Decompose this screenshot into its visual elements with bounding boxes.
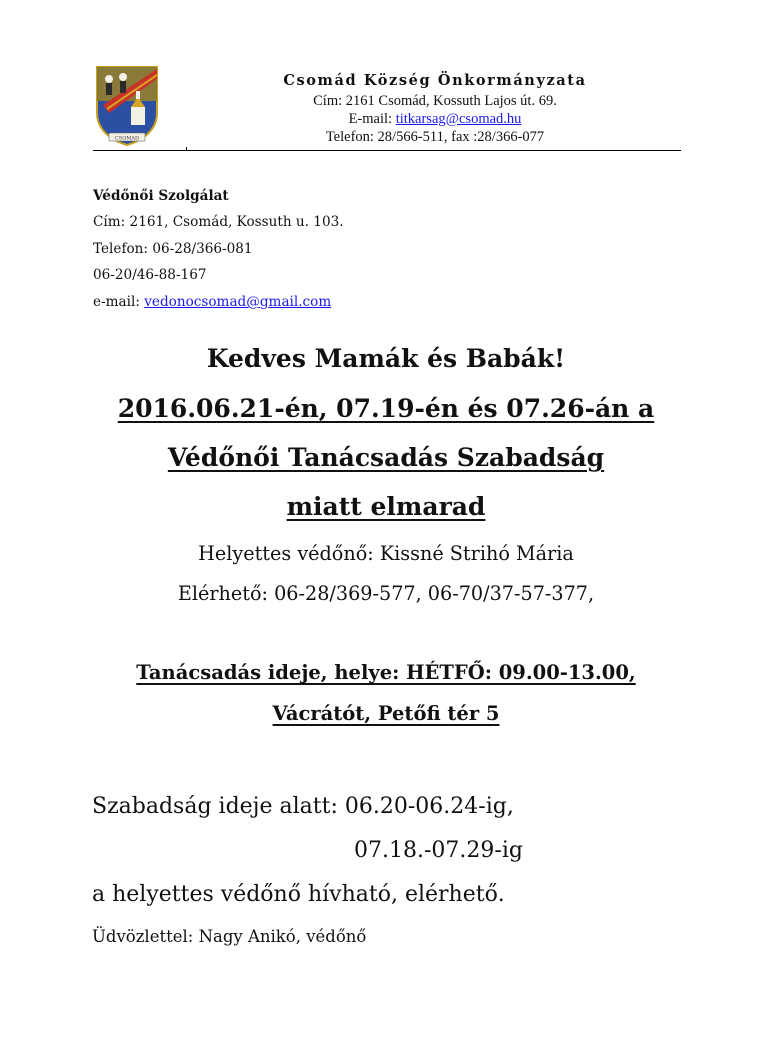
organization-email-link[interactable]: titkarsag@csomad.hu xyxy=(395,111,522,127)
organization-address: Cím: 2161 Csomád, Kossuth Lajos út. 69. xyxy=(313,93,557,109)
organization-email-line xyxy=(200,111,670,128)
service-phone-2: 06-20/46-88-167 xyxy=(93,267,207,283)
coat-of-arms-logo xyxy=(95,65,159,147)
notice-line-2 xyxy=(60,443,712,472)
header-divider xyxy=(93,150,681,151)
substitute-nurse: Helyettes védőnő: Kissné Strihó Mária xyxy=(198,542,574,565)
vacation-line-1: Szabadság ideje alatt: 06.20-06.24-ig, xyxy=(92,794,514,819)
schedule-line-1-text: Tanácsadás ideje, helye: HÉTFŐ: 09.00-13.00, xyxy=(136,661,636,684)
service-name: Védőnői Szolgálat xyxy=(93,188,229,204)
notice-line-3 xyxy=(60,492,712,521)
notice-line-2-text: Védőnői Tanácsadás Szabadság xyxy=(167,443,605,472)
service-email-link[interactable]: vedonocsomad@gmail.com xyxy=(144,294,332,310)
schedule-line-2 xyxy=(60,702,712,725)
notice-line-1-text: 2016.06.21-én, 07.19-én és 07.26-án a xyxy=(117,394,655,423)
signature: Üdvözlettel: Nagy Anikó, védőnő xyxy=(92,927,367,946)
email-label: E-mail: xyxy=(348,111,396,127)
schedule-line-1 xyxy=(60,661,712,684)
organization-phone: Telefon: 28/566-511, fax :28/366-077 xyxy=(325,129,545,145)
vacation-line-3: a helyettes védőnő hívható, elérhető. xyxy=(92,882,505,907)
service-email-label: e-mail: xyxy=(93,294,145,310)
vacation-line-2: 07.18.-07.29-ig xyxy=(354,838,523,863)
organization-name: Csomád Község Önkormányzata xyxy=(283,72,587,89)
notice-greeting: Kedves Mamák és Babák! xyxy=(206,344,566,373)
crest-banner-text: CSOMÁD xyxy=(114,135,140,142)
service-phone-1: Telefon: 06-28/366-081 xyxy=(93,241,253,257)
header-divider-tick xyxy=(186,147,187,151)
schedule-line-2-text: Vácrátót, Petőfi tér 5 xyxy=(272,702,500,725)
service-email-line xyxy=(93,294,331,310)
notice-line-1 xyxy=(60,394,712,423)
service-address: Cím: 2161, Csomád, Kossuth u. 103. xyxy=(93,214,344,230)
notice-line-3-text: miatt elmarad xyxy=(286,492,486,521)
substitute-contact: Elérhető: 06-28/369-577, 06-70/37-57-377, xyxy=(177,582,595,605)
